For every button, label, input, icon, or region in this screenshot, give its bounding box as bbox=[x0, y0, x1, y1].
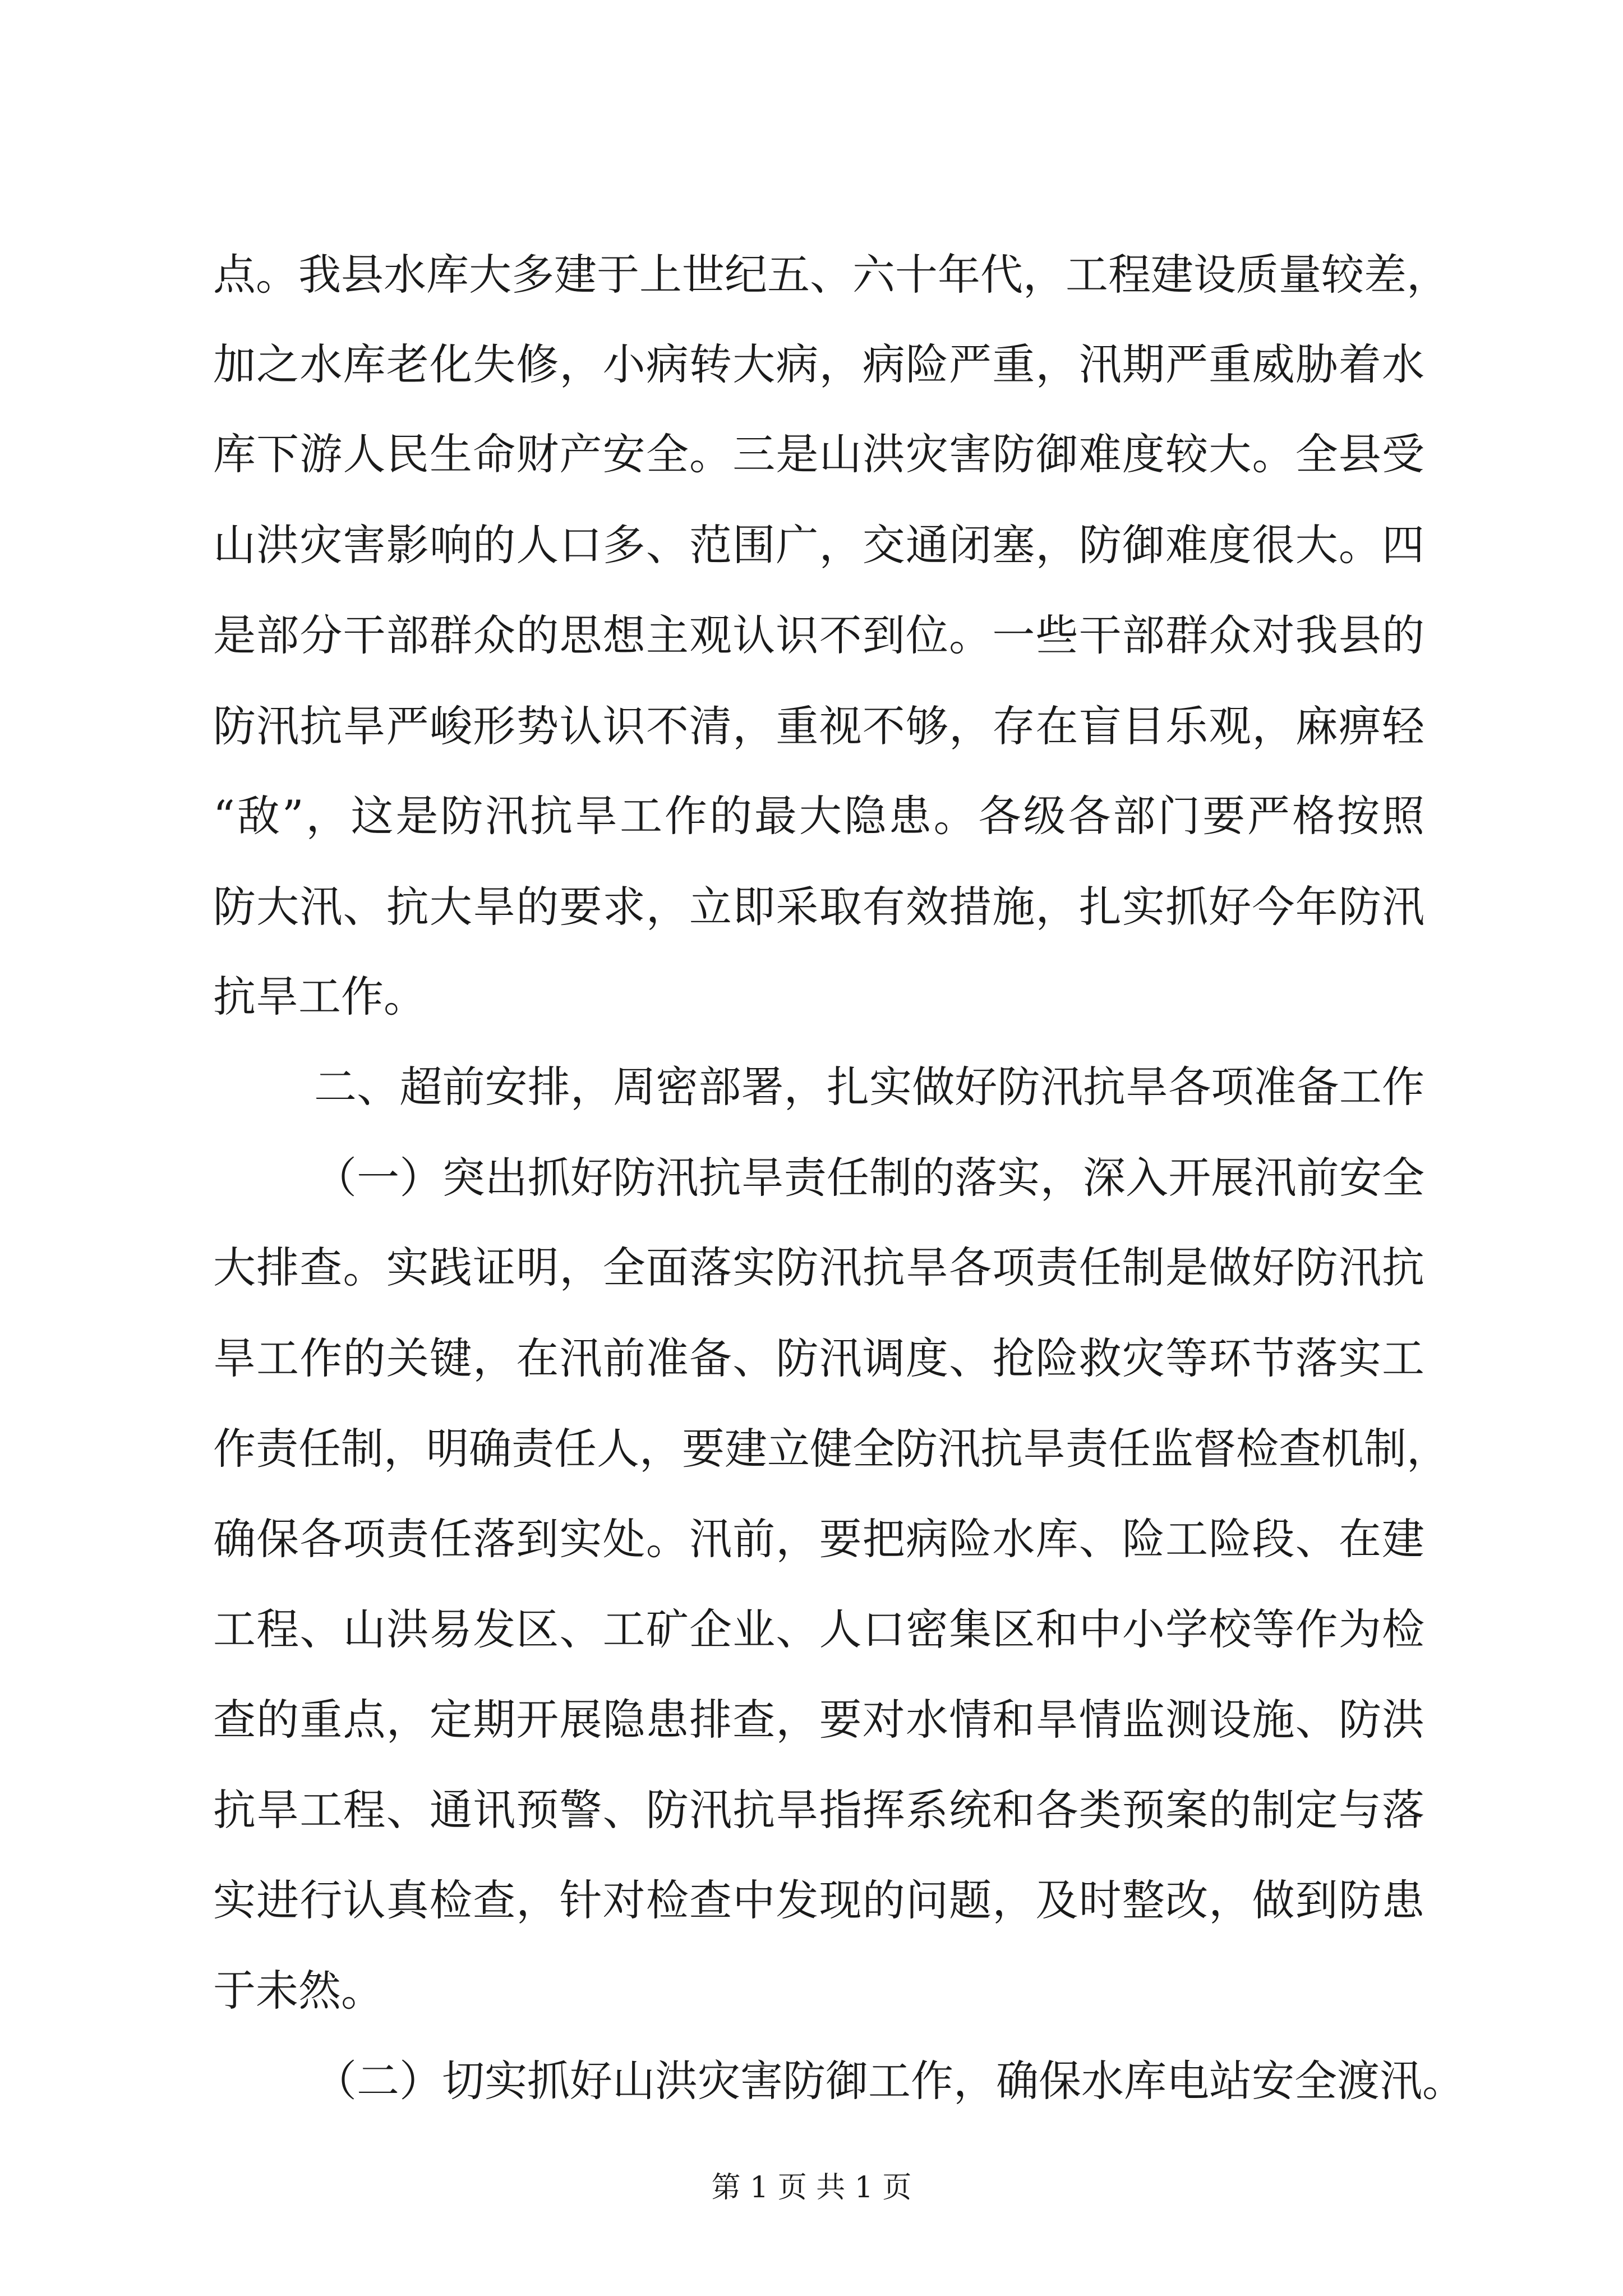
body-text-line: 作责任制，明确责任人，要建立健全防汛抗旱责任监督检查机制， bbox=[213, 1424, 1449, 1474]
body-text-line: 山洪灾害影响的人口多、范围广，交通闭塞，防御难度很大。四 bbox=[213, 520, 1424, 570]
subsection-heading: （一）突出抓好防汛抗旱责任制的落实，深入开展汛前安全 bbox=[314, 1153, 1424, 1203]
body-text-line: 大排查。实践证明，全面落实防汛抗旱各项责任制是做好防汛抗 bbox=[213, 1243, 1424, 1292]
body-text-line: 库下游人民生命财产安全。三是山洪灾害防御难度较大。全县受 bbox=[213, 429, 1424, 479]
body-text-line: “敌”，这是防汛抗旱工作的最大隐患。各级各部门要严格按照 bbox=[213, 791, 1424, 841]
section-heading: 二、超前安排，周密部署，扎实做好防汛抗旱各项准备工作 bbox=[314, 1062, 1424, 1112]
page-footer: 第 1 页 共 1 页 bbox=[711, 2171, 912, 2205]
body-text-line: 防大汛、抗大旱的要求，立即采取有效措施，扎实抓好今年防汛 bbox=[213, 882, 1424, 932]
body-text-line: 工程、山洪易发区、工矿企业、人口密集区和中小学校等作为检 bbox=[213, 1604, 1424, 1654]
body-text-line: 实进行认真检查，针对检查中发现的问题，及时整改，做到防患 bbox=[213, 1875, 1424, 1925]
body-text-line: 于未然。 bbox=[213, 1966, 384, 2016]
body-text-line: 旱工作的关键，在汛前准备、防汛调度、抢险救灾等环节落实工 bbox=[213, 1333, 1424, 1383]
body-text-line: 点。我县水库大多建于上世纪五、六十年代，工程建设质量较差， bbox=[213, 250, 1449, 300]
body-text-line: 确保各项责任落到实处。汛前，要把病险水库、险工险段、在建 bbox=[213, 1514, 1424, 1564]
body-text-line: 查的重点，定期开展隐患排查，要对水情和旱情监测设施、防洪 bbox=[213, 1695, 1424, 1745]
body-text-line: 抗旱工程、通讯预警、防汛抗旱指挥系统和各类预案的制定与落 bbox=[213, 1785, 1424, 1835]
subsection-heading: （二）切实抓好山洪灾害防御工作，确保水库电站安全渡汛。 bbox=[314, 2056, 1465, 2106]
body-text-line: 抗旱工作。 bbox=[213, 972, 426, 1022]
body-text-line: 防汛抗旱严峻形势认识不清，重视不够，存在盲目乐观，麻痹轻 bbox=[213, 701, 1424, 751]
body-text-line: 加之水库老化失修，小病转大病，病险严重，汛期严重威胁着水 bbox=[213, 339, 1424, 389]
body-text-line: 是部分干部群众的思想主观认识不到位。一些干部群众对我县的 bbox=[213, 610, 1424, 660]
